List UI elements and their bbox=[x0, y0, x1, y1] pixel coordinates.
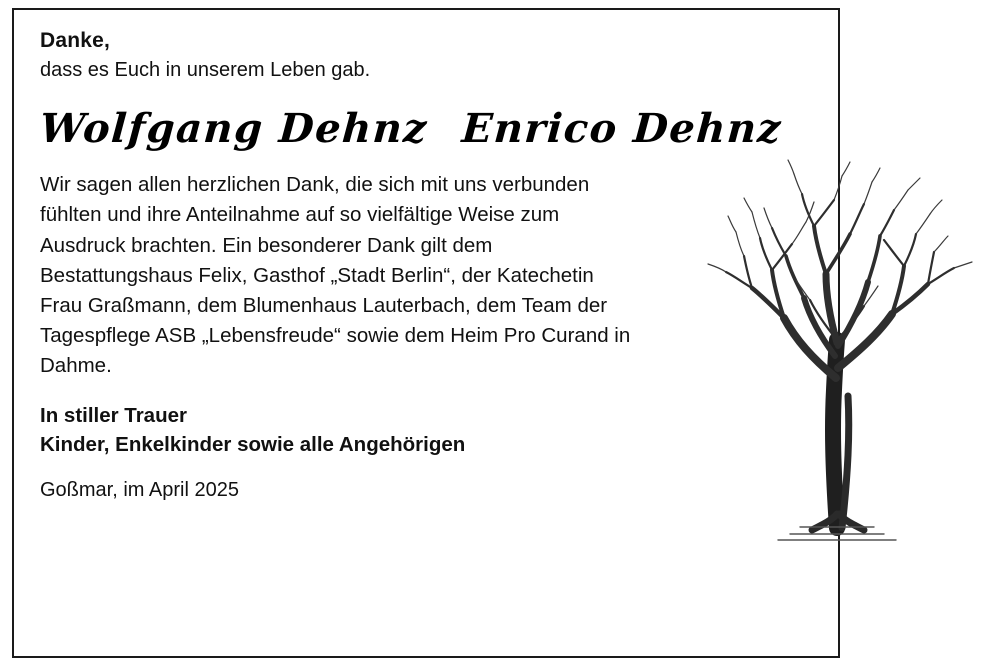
frame-top-rule bbox=[12, 8, 840, 10]
deceased-name-2: Enrico Dehnz bbox=[459, 105, 784, 153]
frame-bottom-rule bbox=[12, 656, 840, 658]
place-and-date: Goßmar, im April 2025 bbox=[40, 479, 239, 502]
mourning-line-1: In stiller Trauer bbox=[40, 404, 187, 428]
mourning-block bbox=[40, 401, 660, 459]
thanks-heading: Danke, bbox=[40, 29, 111, 52]
thanks-subheading: dass es Euch in unserem Leben gab. bbox=[40, 59, 371, 82]
mourning-line-2: Kinder, Enkelkinder sowie alle Angehörigen bbox=[40, 433, 466, 457]
frame-left-rule bbox=[12, 8, 14, 658]
thank-you-body-text: Wir sagen allen herzlichen Dank, die sich mit uns verbunden fühlten und ihre Anteilnahme auf so vielfältige Weise zum Ausdruck brachten. Ein besonderer Dank gilt dem Bestattungshaus Felix, Gasthof „Stadt Berlin“, der Katechetin Frau Graßmann, dem Blumenhaus Lauterbach, dem Team der Tagespflege ASB „Lebensfreude“ sowie dem Heim Pro Curand in Dahme. bbox=[40, 173, 631, 377]
deceased-name-1: Wolfgang Dehnz bbox=[38, 105, 430, 153]
bare-tree-icon bbox=[692, 128, 982, 548]
deceased-names bbox=[38, 105, 784, 153]
notice-content bbox=[38, 28, 784, 502]
